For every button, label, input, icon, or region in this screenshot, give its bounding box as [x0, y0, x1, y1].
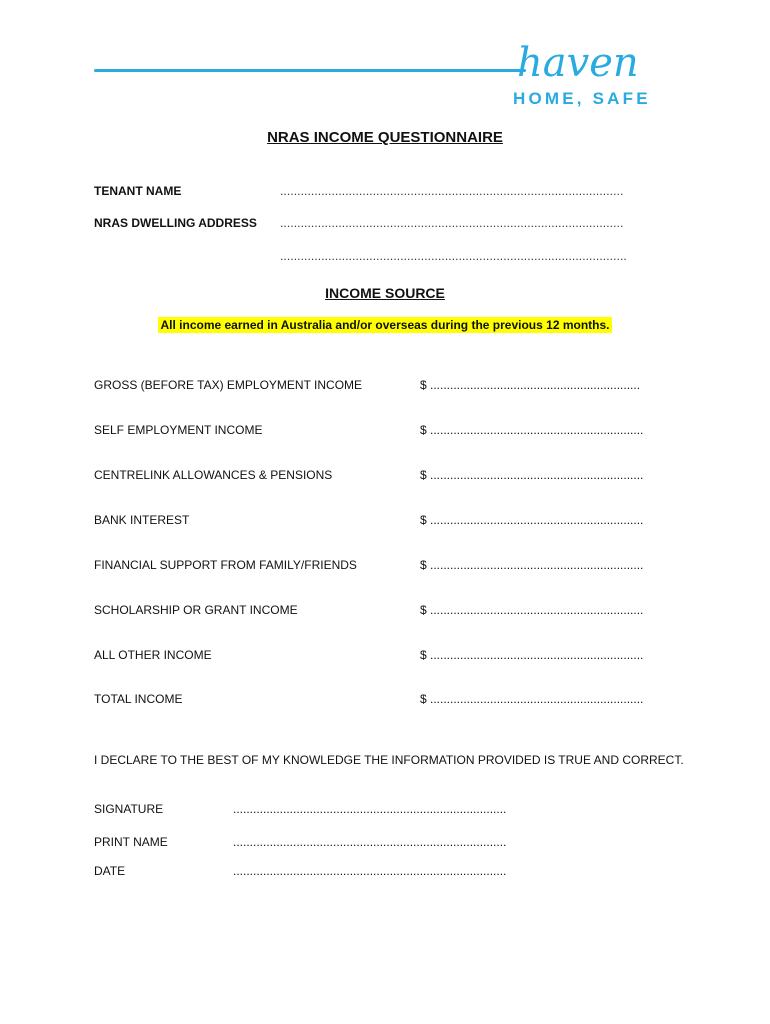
declaration-text: I DECLARE TO THE BEST OF MY KNOWLEDGE THE INFORMATION PROVIDED IS TRUE AND CORRECT. — [94, 753, 684, 767]
income-row-label: GROSS (BEFORE TAX) EMPLOYMENT INCOME — [94, 378, 363, 392]
print-name-field[interactable]: .................................................................................. — [233, 835, 507, 849]
brand-line — [94, 69, 526, 72]
income-row-total — [94, 692, 654, 710]
date-label: DATE — [94, 864, 126, 878]
dwelling-address-field-1[interactable]: .................................................................................................... — [280, 216, 624, 230]
income-amount-field[interactable]: $ ................................................................ — [420, 468, 644, 482]
print-name-row — [94, 835, 534, 853]
income-source-heading: INCOME SOURCE — [325, 285, 445, 301]
income-row-label: SCHOLARSHIP OR GRANT INCOME — [94, 603, 298, 617]
income-row — [94, 558, 654, 576]
tenant-name-field[interactable]: .................................................................................................... — [280, 184, 624, 198]
tagline: HOME, SAFE — [513, 89, 651, 108]
income-amount-field[interactable]: $ ................................................................ — [420, 648, 644, 662]
income-amount-field[interactable]: $ ................................................................ — [420, 692, 644, 706]
income-row — [94, 603, 654, 621]
income-amount-field[interactable]: $ ................................................................ — [420, 603, 644, 617]
income-row — [94, 648, 654, 666]
haven-logo — [515, 38, 685, 88]
income-amount-field[interactable]: $ ................................................................ — [420, 513, 644, 527]
income-row-label: TOTAL INCOME — [94, 692, 183, 706]
date-row — [94, 864, 534, 882]
tenant-name-label: TENANT NAME — [94, 184, 182, 198]
income-row-label: FINANCIAL SUPPORT FROM FAMILY/FRIENDS — [94, 558, 357, 572]
dwelling-address-label: NRAS DWELLING ADDRESS — [94, 216, 257, 230]
income-row-label: ALL OTHER INCOME — [94, 648, 212, 662]
page-title: NRAS INCOME QUESTIONNAIRE — [267, 129, 503, 146]
income-row — [94, 513, 654, 531]
income-note: All income earned in Australia and/or overseas during the previous 12 months. — [160, 318, 610, 332]
income-amount-field[interactable]: $ ............................................................... — [420, 378, 641, 392]
income-row — [94, 423, 654, 441]
income-row-label: CENTRELINK ALLOWANCES & PENSIONS — [94, 468, 333, 482]
income-row-label: BANK INTEREST — [94, 513, 190, 527]
income-row — [94, 378, 654, 396]
signature-label: SIGNATURE — [94, 802, 164, 816]
print-name-label: PRINT NAME — [94, 835, 168, 849]
income-amount-field[interactable]: $ ................................................................ — [420, 423, 644, 437]
income-row-label: SELF EMPLOYMENT INCOME — [94, 423, 263, 437]
income-note-wrap — [0, 316, 770, 334]
income-amount-field[interactable]: $ ................................................................ — [420, 558, 644, 572]
dwelling-address-field-2[interactable]: ..................................................................................................... — [280, 249, 627, 263]
date-field[interactable]: .................................................................................. — [233, 864, 507, 878]
signature-row — [94, 802, 534, 820]
logo-word: haven — [517, 40, 639, 86]
income-row — [94, 468, 654, 486]
signature-field[interactable]: .................................................................................. — [233, 802, 507, 816]
